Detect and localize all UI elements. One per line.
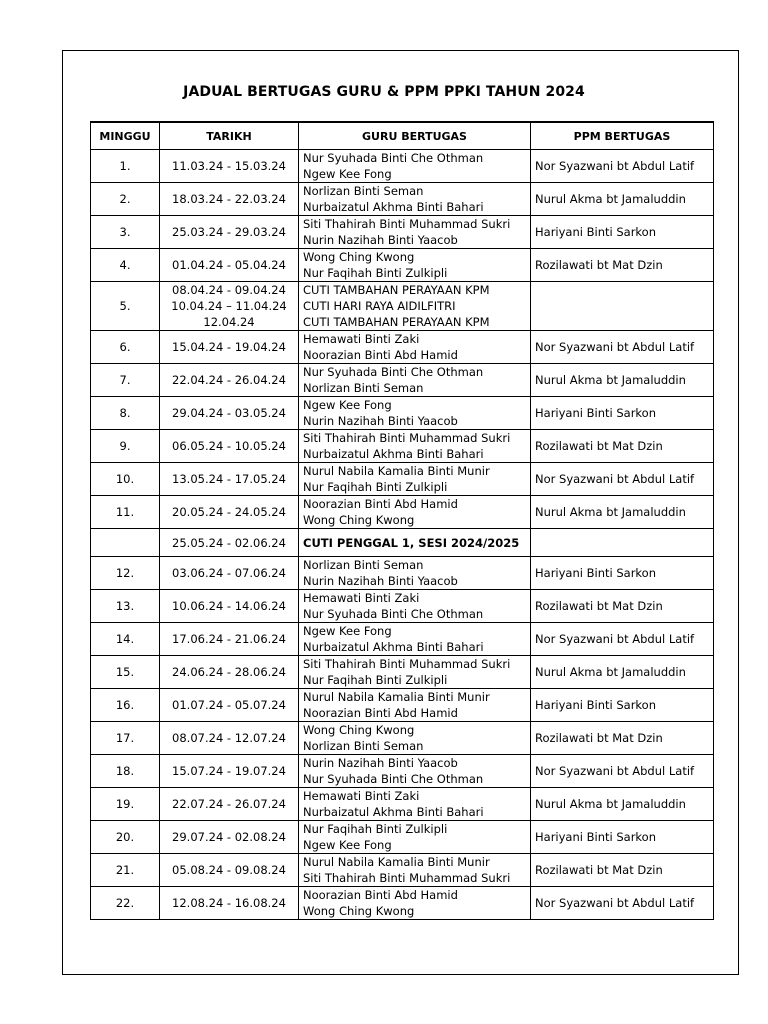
ppm-cell: Rozilawati bt Mat Dzin (531, 722, 714, 755)
teacher-name: Wong Ching Kwong (303, 904, 415, 918)
table-row (91, 150, 714, 183)
teachers-cell (299, 331, 531, 364)
teacher-name: Nurul Nabila Kamalia Binti Munir (303, 464, 490, 478)
teacher-name: Nur Syuhada Binti Che Othman (303, 607, 484, 621)
teachers-cell (299, 150, 531, 183)
date-cell: 17.06.24 - 21.06.24 (160, 623, 299, 656)
date-cell: 01.07.24 - 05.07.24 (160, 689, 299, 722)
teachers-cell (299, 183, 531, 216)
ppm-cell: Hariyani Binti Sarkon (531, 216, 714, 249)
teacher-name: Norlizan Binti Seman (303, 381, 424, 395)
teacher-name: Ngew Kee Fong (303, 838, 392, 852)
table-row (91, 557, 714, 590)
header-ppm: PPM BERTUGAS (531, 122, 714, 150)
date-cell: 29.04.24 - 03.05.24 (160, 397, 299, 430)
teacher-name: Nurul Nabila Kamalia Binti Munir (303, 690, 490, 704)
date-cell: 22.07.24 - 26.07.24 (160, 788, 299, 821)
date-cell: 29.07.24 - 02.08.24 (160, 821, 299, 854)
week-cell (91, 529, 160, 557)
date-cell: 18.03.24 - 22.03.24 (160, 183, 299, 216)
date-cell: 12.08.24 - 16.08.24 (160, 887, 299, 920)
date-cell: 03.06.24 - 07.06.24 (160, 557, 299, 590)
ppm-cell: Hariyani Binti Sarkon (531, 821, 714, 854)
week-cell: 20. (91, 821, 160, 854)
ppm-cell: Rozilawati bt Mat Dzin (531, 854, 714, 887)
week-cell: 3. (91, 216, 160, 249)
week-cell: 16. (91, 689, 160, 722)
teachers-cell (299, 788, 531, 821)
teacher-name: Nurbaizatul Akhma Binti Bahari (303, 805, 484, 819)
table-row (91, 496, 714, 529)
header-teachers: GURU BERTUGAS (299, 122, 531, 150)
header-date: TARIKH (160, 122, 299, 150)
teacher-name: Nur Faqihah Binti Zulkipli (303, 480, 448, 494)
week-cell: 9. (91, 430, 160, 463)
week-cell: 11. (91, 496, 160, 529)
table-row (91, 529, 714, 557)
table-header-row (91, 122, 714, 150)
week-cell: 8. (91, 397, 160, 430)
ppm-cell (531, 529, 714, 557)
teacher-name: CUTI HARI RAYA AIDILFITRI (303, 299, 456, 313)
week-cell: 14. (91, 623, 160, 656)
teacher-name: Nurul Nabila Kamalia Binti Munir (303, 855, 490, 869)
table-row (91, 249, 714, 282)
teacher-name: Noorazian Binti Abd Hamid (303, 348, 458, 362)
teacher-name: Siti Thahirah Binti Muhammad Sukri (303, 431, 511, 445)
teachers-cell (299, 722, 531, 755)
date-cell: 25.03.24 - 29.03.24 (160, 216, 299, 249)
teachers-cell (299, 755, 531, 788)
week-cell: 22. (91, 887, 160, 920)
teachers-cell: CUTI PENGGAL 1, SESI 2024/2025 (299, 529, 531, 557)
week-cell: 15. (91, 656, 160, 689)
week-cell: 12. (91, 557, 160, 590)
ppm-cell: Rozilawati bt Mat Dzin (531, 590, 714, 623)
week-cell: 21. (91, 854, 160, 887)
date-line: 08.04.24 - 09.04.24 (172, 283, 286, 297)
table-row (91, 364, 714, 397)
week-cell: 5. (91, 282, 160, 331)
date-cell: 15.07.24 - 19.07.24 (160, 755, 299, 788)
teachers-cell (299, 557, 531, 590)
table-row (91, 821, 714, 854)
date-cell: 01.04.24 - 05.04.24 (160, 249, 299, 282)
teachers-cell (299, 496, 531, 529)
teacher-name: Nurin Nazihah Binti Yaacob (303, 574, 458, 588)
teachers-cell (299, 887, 531, 920)
date-cell: 11.03.24 - 15.03.24 (160, 150, 299, 183)
ppm-cell: Nor Syazwani bt Abdul Latif (531, 331, 714, 364)
teacher-name: Ngew Kee Fong (303, 398, 392, 412)
teachers-cell (299, 590, 531, 623)
teachers-cell (299, 282, 531, 331)
date-cell: 25.05.24 - 02.06.24 (160, 529, 299, 557)
ppm-cell: Nurul Akma bt Jamaluddin (531, 656, 714, 689)
week-cell: 6. (91, 331, 160, 364)
teacher-name: Noorazian Binti Abd Hamid (303, 497, 458, 511)
teacher-name: Siti Thahirah Binti Muhammad Sukri (303, 217, 511, 231)
week-cell: 10. (91, 463, 160, 496)
table-row (91, 854, 714, 887)
teachers-cell (299, 216, 531, 249)
date-cell: 13.05.24 - 17.05.24 (160, 463, 299, 496)
table-row (91, 656, 714, 689)
week-cell: 1. (91, 150, 160, 183)
ppm-cell: Nor Syazwani bt Abdul Latif (531, 463, 714, 496)
week-cell: 2. (91, 183, 160, 216)
ppm-cell: Nurul Akma bt Jamaluddin (531, 788, 714, 821)
date-cell: 05.08.24 - 09.08.24 (160, 854, 299, 887)
teachers-cell (299, 623, 531, 656)
date-cell: 15.04.24 - 19.04.24 (160, 331, 299, 364)
table-row (91, 282, 714, 331)
teacher-name: Nur Syuhada Binti Che Othman (303, 365, 484, 379)
teachers-cell (299, 821, 531, 854)
ppm-cell: Hariyani Binti Sarkon (531, 689, 714, 722)
teacher-name: Nurbaizatul Akhma Binti Bahari (303, 200, 484, 214)
roster-body (91, 150, 714, 920)
teachers-cell (299, 689, 531, 722)
teacher-name: Nurin Nazihah Binti Yaacob (303, 414, 458, 428)
table-row (91, 397, 714, 430)
teacher-name: Nur Syuhada Binti Che Othman (303, 772, 484, 786)
ppm-cell: Nor Syazwani bt Abdul Latif (531, 887, 714, 920)
ppm-cell (531, 282, 714, 331)
ppm-cell: Hariyani Binti Sarkon (531, 557, 714, 590)
week-cell: 4. (91, 249, 160, 282)
week-cell: 19. (91, 788, 160, 821)
teacher-name: CUTI TAMBAHAN PERAYAAN KPM (303, 315, 490, 329)
teacher-name: Norlizan Binti Seman (303, 184, 424, 198)
teachers-cell (299, 249, 531, 282)
teacher-name: Noorazian Binti Abd Hamid (303, 888, 458, 902)
header-week: MINGGU (91, 122, 160, 150)
teacher-name: Siti Thahirah Binti Muhammad Sukri (303, 657, 511, 671)
teacher-name: Ngew Kee Fong (303, 624, 392, 638)
date-line: 10.04.24 – 11.04.24 (171, 299, 287, 313)
table-row (91, 216, 714, 249)
teacher-name: Nurin Nazihah Binti Yaacob (303, 233, 458, 247)
teacher-name: Siti Thahirah Binti Muhammad Sukri (303, 871, 511, 885)
teacher-name: CUTI TAMBAHAN PERAYAAN KPM (303, 283, 490, 297)
date-cell (160, 282, 299, 331)
table-row (91, 331, 714, 364)
teachers-cell (299, 397, 531, 430)
ppm-cell: Nor Syazwani bt Abdul Latif (531, 150, 714, 183)
ppm-cell: Nurul Akma bt Jamaluddin (531, 496, 714, 529)
table-row (91, 623, 714, 656)
ppm-cell: Nurul Akma bt Jamaluddin (531, 364, 714, 397)
teacher-name: Nurbaizatul Akhma Binti Bahari (303, 447, 484, 461)
date-cell: 24.06.24 - 28.06.24 (160, 656, 299, 689)
teachers-cell (299, 364, 531, 397)
teacher-name: Nur Faqihah Binti Zulkipli (303, 822, 448, 836)
date-line: 12.04.24 (203, 315, 255, 329)
teachers-cell (299, 463, 531, 496)
table-row (91, 887, 714, 920)
teacher-name: Nurin Nazihah Binti Yaacob (303, 756, 458, 770)
teacher-name: Nur Faqihah Binti Zulkipli (303, 266, 448, 280)
teacher-name: Wong Ching Kwong (303, 513, 415, 527)
table-row (91, 755, 714, 788)
ppm-cell: Rozilawati bt Mat Dzin (531, 249, 714, 282)
ppm-cell: Nor Syazwani bt Abdul Latif (531, 755, 714, 788)
teacher-name: Norlizan Binti Seman (303, 739, 424, 753)
week-cell: 18. (91, 755, 160, 788)
table-row (91, 430, 714, 463)
teacher-name: Noorazian Binti Abd Hamid (303, 706, 458, 720)
teachers-cell (299, 430, 531, 463)
teacher-name: Norlizan Binti Seman (303, 558, 424, 572)
table-row (91, 463, 714, 496)
teacher-name: Nur Syuhada Binti Che Othman (303, 151, 484, 165)
ppm-cell: Hariyani Binti Sarkon (531, 397, 714, 430)
teacher-name: Nur Faqihah Binti Zulkipli (303, 673, 448, 687)
date-cell: 20.05.24 - 24.05.24 (160, 496, 299, 529)
ppm-cell: Nurul Akma bt Jamaluddin (531, 183, 714, 216)
table-row (91, 788, 714, 821)
date-cell: 08.07.24 - 12.07.24 (160, 722, 299, 755)
week-cell: 13. (91, 590, 160, 623)
teacher-name: Wong Ching Kwong (303, 723, 415, 737)
teacher-name: Hemawati Binti Zaki (303, 332, 420, 346)
table-row (91, 183, 714, 216)
week-cell: 7. (91, 364, 160, 397)
teacher-name: Hemawati Binti Zaki (303, 591, 420, 605)
week-cell: 17. (91, 722, 160, 755)
ppm-cell: Nor Syazwani bt Abdul Latif (531, 623, 714, 656)
teachers-cell (299, 656, 531, 689)
duty-roster-table (90, 121, 714, 920)
teacher-name: Nurbaizatul Akhma Binti Bahari (303, 640, 484, 654)
table-row (91, 590, 714, 623)
teacher-name: Wong Ching Kwong (303, 250, 415, 264)
table-row (91, 689, 714, 722)
ppm-cell: Rozilawati bt Mat Dzin (531, 430, 714, 463)
date-cell: 10.06.24 - 14.06.24 (160, 590, 299, 623)
teacher-name: Hemawati Binti Zaki (303, 789, 420, 803)
teachers-cell (299, 854, 531, 887)
date-cell: 22.04.24 - 26.04.24 (160, 364, 299, 397)
date-cell: 06.05.24 - 10.05.24 (160, 430, 299, 463)
document-title: JADUAL BERTUGAS GURU & PPM PPKI TAHUN 2024 (183, 84, 585, 100)
teacher-name: Ngew Kee Fong (303, 167, 392, 181)
table-row (91, 722, 714, 755)
